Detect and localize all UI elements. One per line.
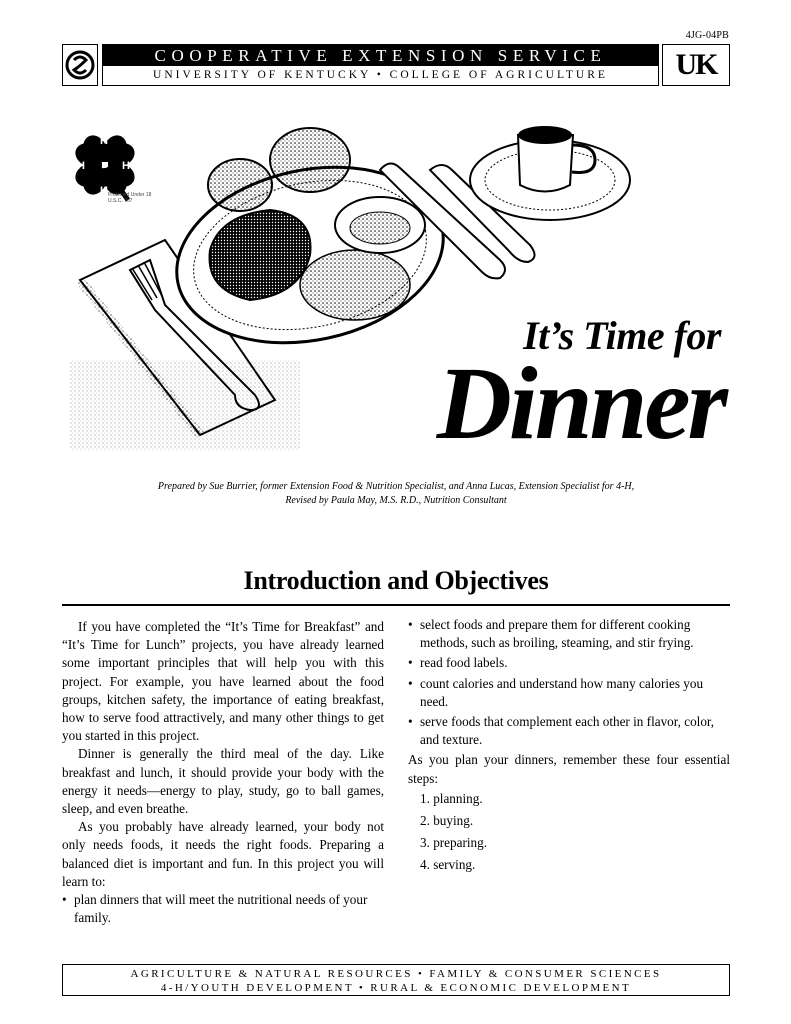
svg-text:H: H bbox=[77, 160, 85, 172]
left-column bbox=[62, 618, 384, 929]
clover-protection-note: Protected Under 18 U.S.C. 707 bbox=[108, 192, 152, 204]
banner-text-block bbox=[102, 44, 659, 86]
steps-list bbox=[408, 790, 730, 875]
program-areas-footer bbox=[62, 964, 730, 996]
footer-line-2: 4-H/YOUTH DEVELOPMENT • RURAL & ECONOMIC DEVELOPMENT bbox=[160, 982, 632, 994]
step-item: 4. serving. bbox=[420, 857, 476, 873]
list-item: • read food labels. bbox=[408, 654, 730, 672]
steps-intro: As you plan your dinners, remember these four essential steps: bbox=[408, 752, 730, 786]
svg-text:H: H bbox=[100, 135, 108, 147]
list-item: • serve foods that complement each other in flavor, color, and texture. bbox=[408, 713, 730, 749]
heading-rule bbox=[62, 604, 730, 606]
paragraph-2: Dinner is generally the third meal of the day. Like breakfast and lunch, it should provide your body with the energy it needs—energy to play, study, go to ball games, sleep, and even breathe. bbox=[62, 746, 384, 817]
title-line-1: It’s Time for bbox=[523, 313, 721, 358]
extension-banner bbox=[62, 44, 730, 86]
credits-line-2: Revised by Paula May, M.S. R.D., Nutrition Consultant bbox=[285, 495, 507, 506]
svg-text:H: H bbox=[100, 185, 108, 197]
svg-text:H: H bbox=[122, 160, 130, 172]
ces-logo-icon bbox=[62, 44, 98, 86]
right-column bbox=[408, 616, 730, 879]
banner-title: COOPERATIVE EXTENSION SERVICE bbox=[102, 44, 659, 66]
list-item: • select foods and prepare them for different cooking methods, such as broiling, steaming, and stir frying. bbox=[408, 616, 730, 652]
author-credits bbox=[62, 480, 730, 508]
objectives-list-left bbox=[62, 891, 384, 927]
paragraph-3: As you probably have already learned, your body not only needs foods, it needs the right foods. Preparing a balanced diet is important and fun. In this project you will learn to: bbox=[62, 819, 384, 889]
paragraph-1: If you have completed the “It’s Time for Breakfast” and “It’s Time for Lunch” projects, you have already learned some important principles that will help you with this project. For example, you have learned about the food groups, kitchen safety, the importance of eating breakfast, how to serve food attractively, and many other things to get you started in this project. bbox=[62, 619, 384, 744]
step-item: 3. preparing. bbox=[420, 835, 488, 851]
objectives-list-right bbox=[408, 616, 730, 749]
list-item: • count calories and understand how many calories you need. bbox=[408, 675, 730, 711]
uk-logo-text: UK bbox=[675, 48, 717, 81]
footer-line-1: AGRICULTURE & NATURAL RESOURCES • FAMILY & CONSUMER SCIENCES bbox=[130, 968, 662, 980]
credits-line-1: Prepared by Sue Burrier, former Extension Food & Nutrition Specialist, and Anna Lucas, Extension Specialist for 4-H, bbox=[157, 481, 635, 492]
banner-subtitle: UNIVERSITY OF KENTUCKY • COLLEGE OF AGRICULTURE bbox=[102, 66, 659, 86]
list-item: • plan dinners that will meet the nutritional needs of your family. bbox=[62, 891, 384, 927]
step-item: 2. buying. bbox=[420, 813, 474, 829]
section-heading: Introduction and Objectives bbox=[243, 566, 549, 595]
uk-logo-icon bbox=[662, 44, 730, 86]
publication-code: 4JG-04PB bbox=[685, 30, 729, 41]
ces-logo-graphic bbox=[65, 50, 95, 80]
step-item: 1. planning. bbox=[420, 790, 483, 806]
title-line-2: Dinner bbox=[436, 346, 725, 461]
